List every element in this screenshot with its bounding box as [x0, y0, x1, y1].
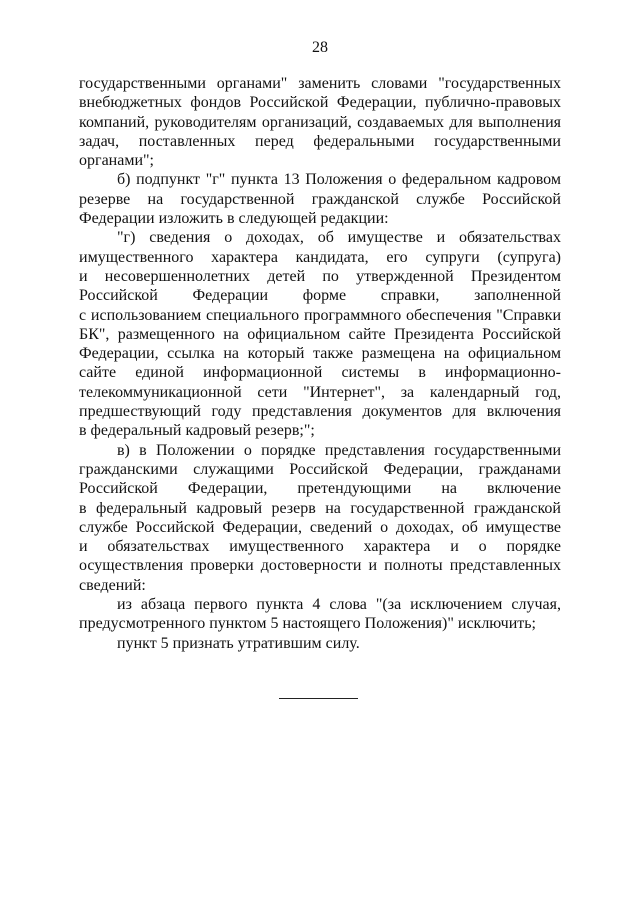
- page-number: 28: [312, 39, 328, 56]
- text-line: Российской Федерации форме справки, заполненной: [79, 287, 561, 305]
- text-line: и несовершеннолетних детей по утвержденной Президентом: [79, 267, 561, 285]
- text-line: задач, поставленных перед федеральными государственными: [79, 132, 561, 150]
- text-line: предшествующий году представления документов для включения: [79, 403, 561, 421]
- text-line: с использованием специального программного обеспечения "Справки: [79, 306, 561, 324]
- text-line: БК", размещенного на официальном сайте Президента Российской: [79, 325, 561, 343]
- text-line: сайте единой информационной системы в информационно-: [79, 364, 561, 382]
- text-line: и обязательствах имущественного характера и о порядке: [79, 538, 561, 556]
- text-line: органами";: [79, 152, 154, 170]
- text-line: резерве на государственной гражданской службе Российской: [79, 190, 561, 208]
- text-line: компаний, руководителям организаций, создаваемых для выполнения: [79, 113, 561, 131]
- text-line: Федерации изложить в следующей редакции:: [79, 210, 389, 228]
- text-line: телекоммуникационной сети "Интернет", за календарный год,: [79, 383, 561, 401]
- text-line: из абзаца первого пункта 4 слова "(за исключением случая,: [117, 596, 561, 614]
- text-line: осуществления проверки достоверности и полноты представленных: [79, 557, 561, 575]
- text-line: гражданскими служащими Российской Федерации, гражданами: [79, 460, 561, 478]
- text-line: в федеральный кадровый резерв на государственной гражданской: [79, 499, 561, 517]
- text-line: предусмотренного пунктом 5 настоящего Положения)" исключить;: [79, 615, 536, 633]
- text-line: сведений:: [79, 576, 146, 594]
- text-line: Российской Федерации, претендующими на включение: [79, 480, 561, 498]
- text-line: внебюджетных фондов Российской Федерации, публично-правовых: [79, 94, 561, 112]
- text-line: "г) сведения о доходах, об имуществе и обязательствах: [117, 229, 561, 247]
- text-line: государственными органами" заменить словами "государственных: [79, 75, 561, 92]
- text-line: службе Российской Федерации, сведений о доходах, об имуществе: [79, 518, 561, 536]
- text-line: имущественного характера кандидата, его супруги (супруга): [79, 248, 561, 266]
- text-line: пункт 5 признать утратившим силу.: [117, 634, 360, 652]
- end-of-document-rule: [279, 698, 358, 699]
- text-line: б) подпункт "г" пункта 13 Положения о федеральном кадровом: [117, 171, 561, 189]
- text-line: Федерации, ссылка на который также размещена на официальном: [79, 345, 561, 363]
- document-body: [79, 74, 561, 653]
- text-line: в федеральный кадровый резерв;";: [79, 422, 315, 440]
- text-line: в) в Положении о порядке представления государственными: [117, 441, 561, 459]
